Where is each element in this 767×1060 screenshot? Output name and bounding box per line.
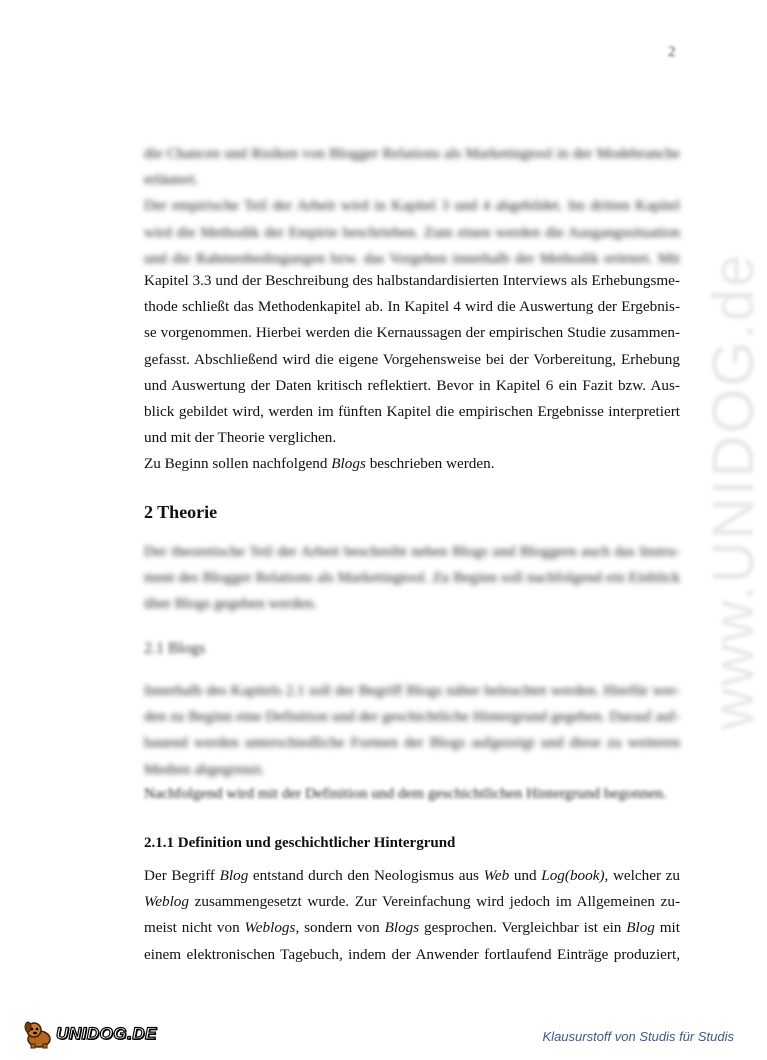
text-line: Medien abgegrenzt. bbox=[144, 760, 265, 778]
text-line: ment des Blogger Relations als Marketingtool. Zu Beginn soll nachfolgend ein Einblick bbox=[144, 569, 680, 587]
section-title: 2.1 Blogs bbox=[144, 640, 206, 657]
text-line: und Auswertung der Daten kritisch reflektiert. Bevor in Kapitel 6 ein Fazit bzw. Aus- bbox=[144, 376, 680, 394]
text-line: Der theoretische Teil der Arbeit beschreibt neben Blogs und Bloggern auch das Instru- bbox=[144, 543, 680, 560]
text-line: einem elektronischen Tagebuch, indem der Anwender fortlaufend Einträge produziert, bbox=[144, 945, 680, 963]
text-line: se vorgenommen. Hierbei werden die Kernaussagen der empirischen Studie zusammen- bbox=[144, 324, 680, 342]
text-line: wird die Methodik der Empirie beschrieben. Zum einen werden die Ausgangssituation bbox=[144, 223, 680, 241]
text-line: und die Rahmenbedingungen bzw. das Vorgehen innerhalb der Methodik erörtert. Mit bbox=[144, 249, 680, 267]
logo-text: UNIDOG.DE bbox=[56, 1024, 157, 1043]
watermark: www.UNIDOG.de bbox=[701, 252, 766, 730]
text-line: Kapitel 3.3 und der Beschreibung des halbstandardisierten Interviews als Erhebungsme- bbox=[144, 272, 680, 289]
text-line: Der Begriff Blog entstand durch den Neologismus aus Web und Log(book), welcher zu bbox=[144, 867, 680, 884]
text-line: meist nicht von Weblogs, sondern von Blogs gesprochen. Vergleichbar ist ein Blog mit bbox=[144, 919, 680, 937]
footer-slogan: Klausurstoff von Studis für Studis bbox=[542, 1029, 734, 1044]
page-number: 2 bbox=[668, 44, 676, 60]
unidog-logo bbox=[22, 1018, 157, 1050]
text-line: thode schließt das Methodenkapitel ab. In Kapitel 4 wird die Auswertung der Ergebnis- bbox=[144, 298, 680, 316]
subsection-title: 2.1.1 Definition und geschichtlicher Hintergrund bbox=[144, 835, 456, 851]
text-line: über Blogs gegeben werden. bbox=[144, 595, 317, 613]
text-line: Zu Beginn sollen nachfolgend Blogs beschrieben werden. bbox=[144, 455, 495, 473]
definition-paragraph bbox=[144, 863, 680, 968]
dog-icon bbox=[22, 1018, 56, 1050]
blogs-last-line: Nachfolgend wird mit der Definition und dem geschichtlichen Hintergrund begonnen. bbox=[144, 785, 667, 802]
text-line: und mit der Theorie verglichen. bbox=[144, 429, 337, 447]
intro-visible-paragraph bbox=[144, 268, 680, 478]
text-line: erläutert. bbox=[144, 171, 199, 189]
text-line: die Chancen und Risiken von Blogger Relations als Marketingtool in der Modebranche bbox=[144, 145, 680, 162]
text-line: gefasst. Abschließend wird die eigene Vorgehensweise bei der Vorbereitung, Erhebung bbox=[144, 350, 680, 368]
text-line: Weblog zusammengesetzt wurde. Zur Vereinfachung wird jedoch im Allgemeinen zu- bbox=[144, 893, 680, 911]
text-line: den zu Beginn eine Definition und der geschichtliche Hintergrund gegeben. Darauf auf- bbox=[144, 708, 680, 726]
theory-blurred-paragraph bbox=[144, 539, 680, 618]
intro-blurred-paragraph bbox=[144, 141, 680, 272]
text-line: bauend werden unterschiedliche Formen der Blogs aufgezeigt und diese zu weiteren bbox=[144, 734, 680, 752]
text-line: Der empirische Teil der Arbeit wird in Kapitel 3 und 4 abgebildet. Im dritten Kapitel bbox=[144, 197, 680, 215]
text-line: blick gebildet wird, werden im fünften Kapitel die empirischen Ergebnisse interpretiert bbox=[144, 403, 680, 421]
blogs-blurred-paragraph bbox=[144, 678, 680, 783]
chapter-title: 2 Theorie bbox=[144, 502, 218, 522]
text-line: Innerhalb des Kapitels 2.1 soll der Begriff Blogs näher beleuchtet werden. Hierfür wer- bbox=[144, 682, 680, 699]
